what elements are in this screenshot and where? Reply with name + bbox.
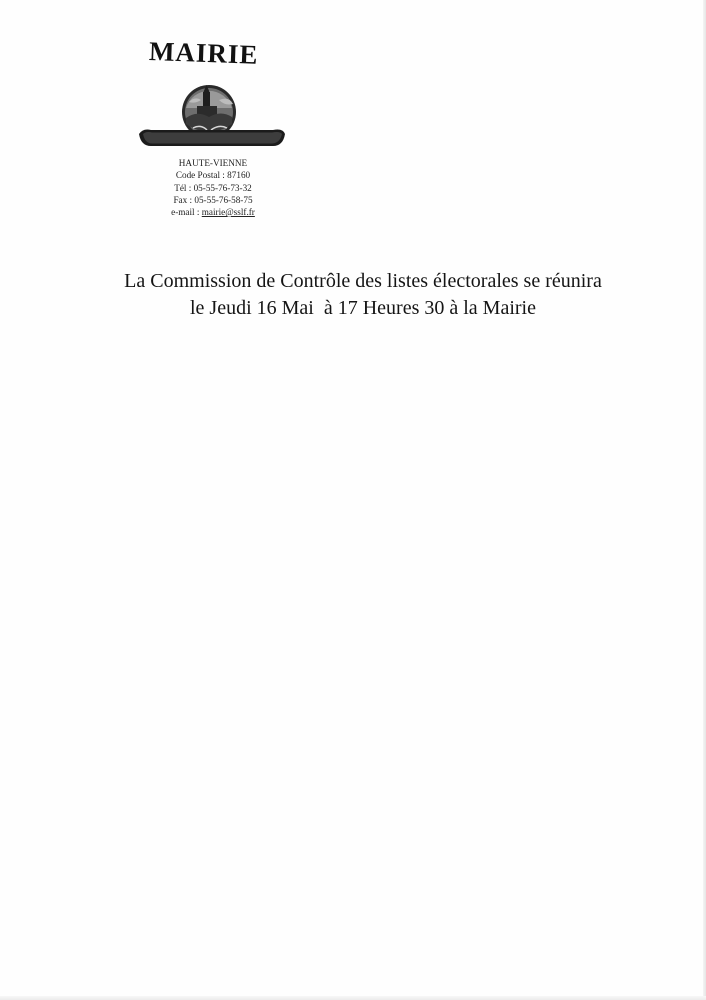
postal-code-text: Code Postal : 87160: [175, 170, 251, 181]
phone-text: Tél : 05-55-76-73-32: [174, 182, 252, 193]
announcement-line-1: La Commission de Contrôle des listes électorales se réunira: [124, 270, 602, 292]
email-line: [140, 206, 286, 218]
letterhead-title: MAIRIE: [148, 36, 259, 70]
announcement-text: [40, 268, 686, 322]
contact-block: [140, 157, 286, 218]
email-link[interactable]: mairie@sslf.fr: [201, 207, 255, 218]
region-text: HAUTE-VIENNE: [178, 158, 248, 168]
announcement-line-2: le Jeudi 16 Mai à 17 Heures 30 à la Mairie: [189, 297, 536, 319]
email-label: e-mail :: [171, 207, 202, 218]
town-logo-icon: [137, 84, 287, 158]
scan-edge-bottom: [0, 996, 706, 1000]
fax-text: Fax : 05-55-76-58-75: [173, 194, 253, 205]
